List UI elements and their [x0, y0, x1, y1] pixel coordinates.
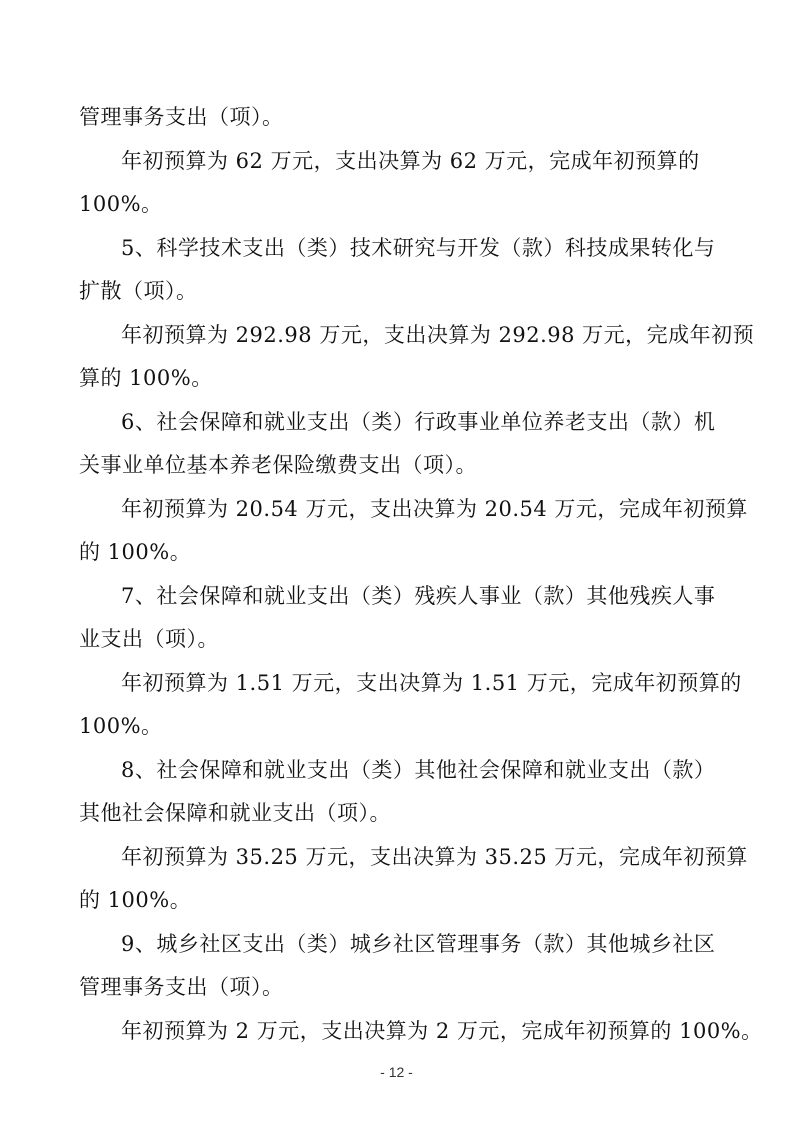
- text-line: 管理事务支出（项）。: [79, 105, 284, 129]
- text-line: 年初预算为 62 万元，支出决算为 62 万元，完成年初预算的: [121, 149, 700, 173]
- text-line: 的 100%。: [79, 888, 192, 912]
- text-line: 关事业单位基本养老保险缴费支出（项）。: [79, 453, 477, 477]
- text-line: 的 100%。: [79, 540, 192, 564]
- text-line: 8、社会保障和就业支出（类）其他社会保障和就业支出（款）: [121, 758, 716, 782]
- text-line: 年初预算为 20.54 万元，支出决算为 20.54 万元，完成年初预算: [121, 497, 748, 521]
- text-line: 年初预算为 292.98 万元，支出决算为 292.98 万元，完成年初预: [121, 323, 755, 347]
- text-line: 算的 100%。: [79, 366, 213, 390]
- text-line: 100%。: [79, 714, 163, 738]
- text-line: 年初预算为 1.51 万元，支出决算为 1.51 万元，完成年初预算的: [121, 671, 742, 695]
- text-line: 6、社会保障和就业支出（类）行政事业单位养老支出（款）机: [121, 410, 716, 434]
- text-line: 年初预算为 35.25 万元，支出决算为 35.25 万元，完成年初预算: [121, 845, 748, 869]
- text-line: 业支出（项）。: [79, 627, 219, 651]
- text-line: 管理事务支出（项）。: [79, 975, 284, 999]
- text-line: 100%。: [79, 192, 163, 216]
- text-line: 其他社会保障和就业支出（项）。: [79, 801, 391, 825]
- page-number: - 12 -: [380, 1064, 413, 1080]
- text-line: 5、科学技术支出（类）技术研究与开发（款）科技成果转化与: [121, 236, 716, 260]
- text-line: 扩散（项）。: [79, 279, 198, 303]
- text-line: 年初预算为 2 万元，支出决算为 2 万元，完成年初预算的 100%。: [121, 1019, 763, 1043]
- text-line: 9、城乡社区支出（类）城乡社区管理事务（款）其他城乡社区: [121, 932, 716, 956]
- text-line: 7、社会保障和就业支出（类）残疾人事业（款）其他残疾人事: [121, 584, 716, 608]
